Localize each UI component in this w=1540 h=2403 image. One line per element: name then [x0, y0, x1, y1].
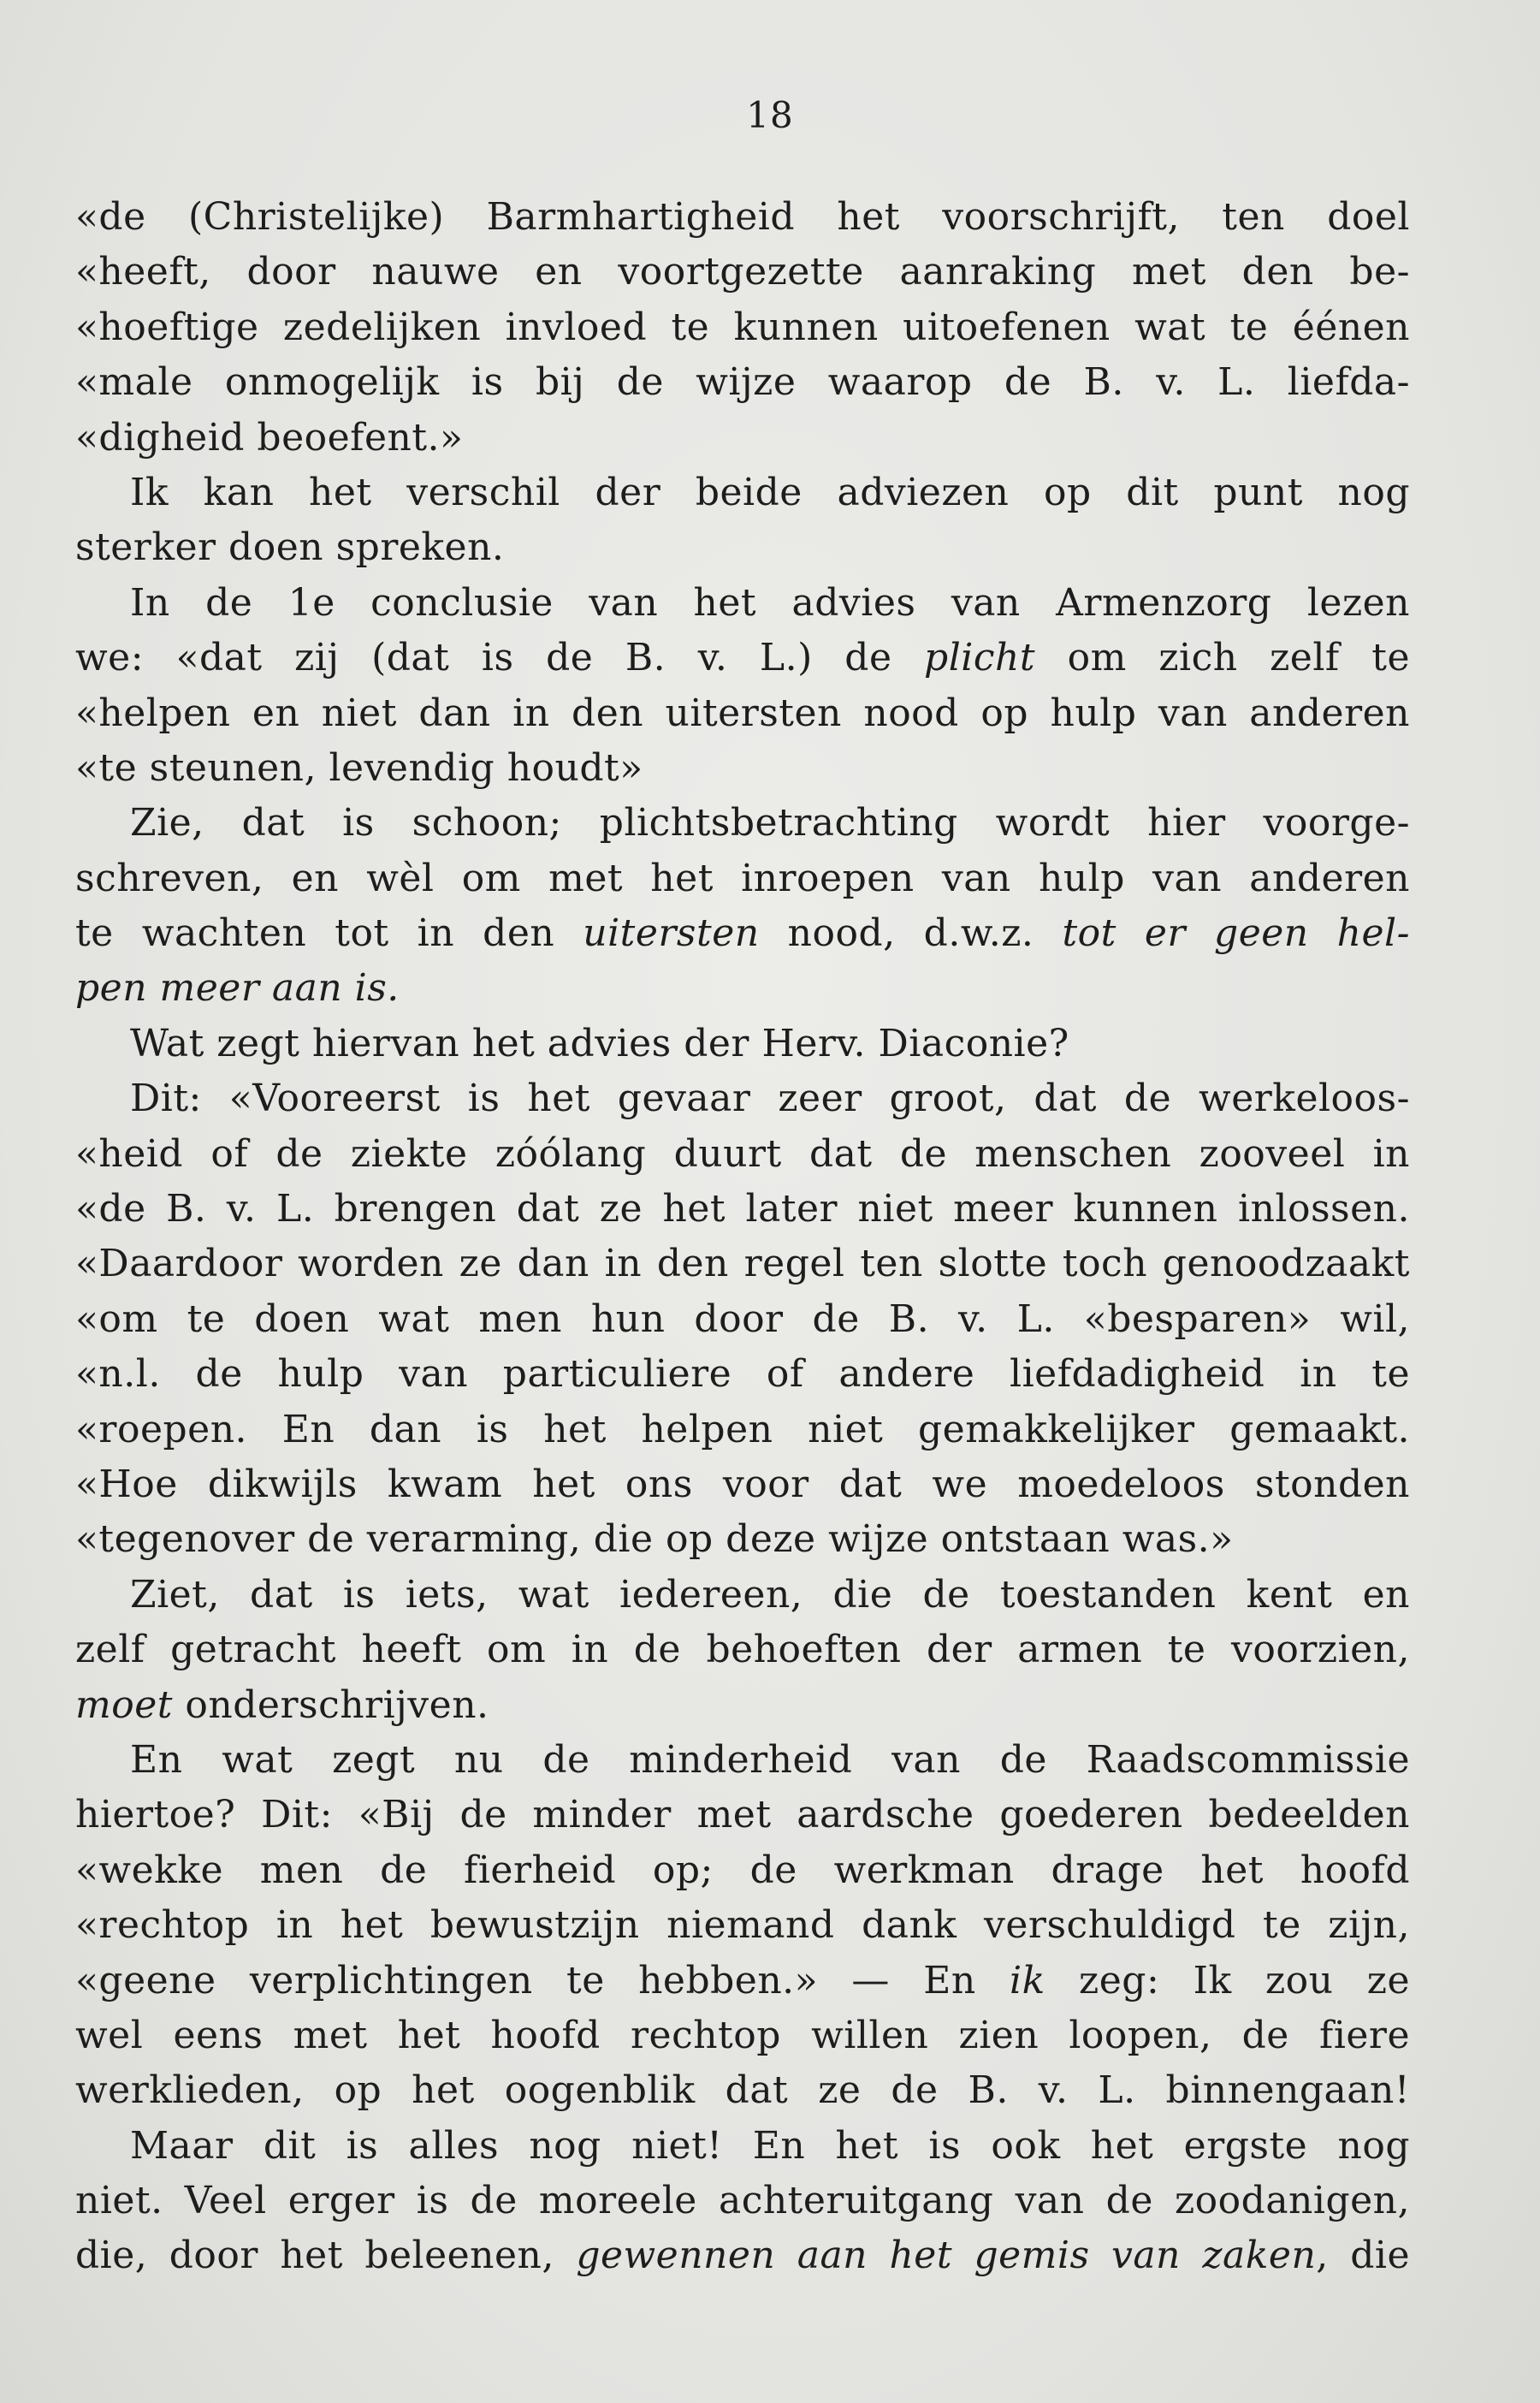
- line-text: «geene verplichtingen te hebben.» — En: [75, 1958, 1010, 2002]
- text-line: [75, 245, 1410, 300]
- emphasis-text: uitersten: [583, 911, 760, 956]
- emphasis-text: pen meer aan is.: [75, 966, 400, 1011]
- text-line: [75, 2174, 1410, 2228]
- line-text: schreven, en wèl om met het inroepen van hulp van anderen: [75, 856, 1410, 900]
- line-text: onderschrijven.: [172, 1682, 489, 1727]
- line-text: «wekke men de fierheid op; de werkman drage het hoofd: [75, 1848, 1410, 1892]
- text-line: [75, 1678, 1410, 1733]
- text-line: [75, 1843, 1410, 1898]
- text-line: [75, 686, 1410, 741]
- text-line: [75, 1127, 1410, 1182]
- line-text: «heeft, door nauwe en voortgezette aanraking met den be-: [75, 250, 1410, 294]
- line-text: te wachten tot in den: [75, 911, 583, 956]
- line-text: In de 1e conclusie van het advies van Armenzorg lezen: [130, 580, 1410, 625]
- line-text: Ik kan het verschil der beide adviezen op dit punt nog: [130, 470, 1410, 514]
- line-text: Maar dit is alles nog niet! En het is ook het ergste nog: [130, 2123, 1410, 2168]
- emphasis-text: gewennen aan het gemis van zaken: [576, 2234, 1317, 2278]
- line-text: «de (Christelijke) Barmhartigheid het voorschrijft, ten doel: [75, 195, 1410, 239]
- body-text: [75, 190, 1410, 2284]
- line-text: zelf getracht heeft om in de behoeften der armen te voorzien,: [75, 1628, 1410, 1672]
- text-line: [75, 1457, 1410, 1512]
- text-line: [75, 906, 1410, 961]
- line-text: om zich zelf te: [1035, 636, 1410, 680]
- line-text: «tegenover de verarming, die op deze wijze ontstaan was.»: [75, 1517, 1234, 1562]
- text-line: [75, 961, 1410, 1016]
- line-text: «heid of de ziekte zóólang duurt dat de menschen zooveel in: [75, 1131, 1410, 1176]
- line-text: «rechtop in het bewustzijn niemand dank verschuldigd te zijn,: [75, 1903, 1410, 1948]
- line-text: werklieden, op het oogenblik dat ze de B. v. L. binnengaan!: [75, 2068, 1410, 2113]
- text-line: [75, 1512, 1410, 1567]
- line-text: En wat zegt nu de minderheid van de Raadscommissie: [130, 1737, 1410, 1782]
- line-text: «helpen en niet dan in den uitersten nood op hulp van anderen: [75, 691, 1410, 735]
- line-text: Dit: «Vooreerst is het gevaar zeer groot, dat de werkeloos-: [130, 1077, 1410, 1121]
- line-text: «de B. v. L. brengen dat ze het later niet meer kunnen inlossen.: [75, 1187, 1410, 1231]
- line-text: «Hoe dikwijls kwam het ons voor dat we moedeloos stonden: [75, 1462, 1410, 1506]
- text-line: [75, 576, 1410, 631]
- text-line: [75, 1788, 1410, 1842]
- text-line: [75, 796, 1410, 851]
- line-text: Wat zegt hiervan het advies der Herv. Diaconie?: [130, 1021, 1069, 1065]
- line-text: Zie, dat is schoon; plichtsbetrachting wordt hier voorge-: [130, 801, 1410, 846]
- line-text: «digheid beoefent.»: [75, 415, 464, 460]
- text-line: [75, 1071, 1410, 1126]
- line-text: «te steunen, levendig houdt»: [75, 745, 643, 790]
- line-text: «n.l. de hulp van particuliere of andere liefdadigheid in te: [75, 1352, 1410, 1397]
- line-text: zeg: Ik zou ze: [1045, 1958, 1410, 2002]
- line-text: hiertoe? Dit: «Bij de minder met aardsche goederen bedeelden: [75, 1793, 1410, 1837]
- page-number: 18: [746, 94, 794, 136]
- text-line: [75, 631, 1410, 685]
- text-line: [75, 190, 1410, 245]
- line-text: die, door het beleenen,: [75, 2234, 577, 2278]
- line-text: Ziet, dat is iets, wat iedereen, die de toestanden kent en: [130, 1572, 1410, 1617]
- emphasis-text: moet: [75, 1682, 173, 1727]
- text-line: [75, 300, 1410, 355]
- line-text: sterker doen spreken.: [75, 525, 505, 570]
- emphasis-text: plicht: [924, 636, 1036, 680]
- text-line: [75, 355, 1410, 410]
- text-line: [75, 851, 1410, 906]
- line-text: «roepen. En dan is het helpen niet gemakkelijker gemaakt.: [75, 1407, 1410, 1451]
- line-text: «om te doen wat men hun door de B. v. L. «besparen» wil,: [75, 1296, 1410, 1341]
- text-line: [75, 1733, 1410, 1788]
- text-line: [75, 1237, 1410, 1291]
- text-line: [75, 1403, 1410, 1457]
- text-line: [75, 411, 1410, 466]
- text-line: [75, 1182, 1410, 1237]
- line-text: «male onmogelijk is bij de wijze waarop de B. v. L. liefda-: [75, 360, 1410, 405]
- emphasis-text: tot er geen hel-: [1062, 911, 1410, 956]
- text-line: [75, 1568, 1410, 1623]
- line-text: we: «dat zij (dat is de B. v. L.) de: [75, 636, 925, 680]
- text-line: [75, 1292, 1410, 1347]
- text-line: [75, 2228, 1410, 2283]
- text-line: [75, 2119, 1410, 2174]
- line-text: wel eens met het hoofd rechtop willen zien loopen, de fiere: [75, 2013, 1410, 2057]
- text-line: [75, 2063, 1410, 2118]
- text-line: [75, 1898, 1410, 1953]
- line-text: «Daardoor worden ze dan in den regel ten slotte toch genoodzaakt: [75, 1242, 1410, 1286]
- text-line: [75, 466, 1410, 520]
- line-text: , die: [1316, 2234, 1410, 2278]
- emphasis-text: ik: [1010, 1958, 1045, 2002]
- line-text: niet. Veel erger is de moreele achteruitgang van de zoodanigen,: [75, 2179, 1410, 2223]
- text-line: [75, 741, 1410, 796]
- text-line: [75, 520, 1410, 575]
- text-line: [75, 1347, 1410, 1402]
- line-text: «hoeftige zedelijken invloed te kunnen uitoefenen wat te éénen: [75, 305, 1410, 349]
- text-line: [75, 2008, 1410, 2063]
- text-line: [75, 1954, 1410, 2008]
- text-line: [75, 1017, 1410, 1071]
- line-text: nood, d.w.z.: [759, 911, 1063, 956]
- text-line: [75, 1623, 1410, 1677]
